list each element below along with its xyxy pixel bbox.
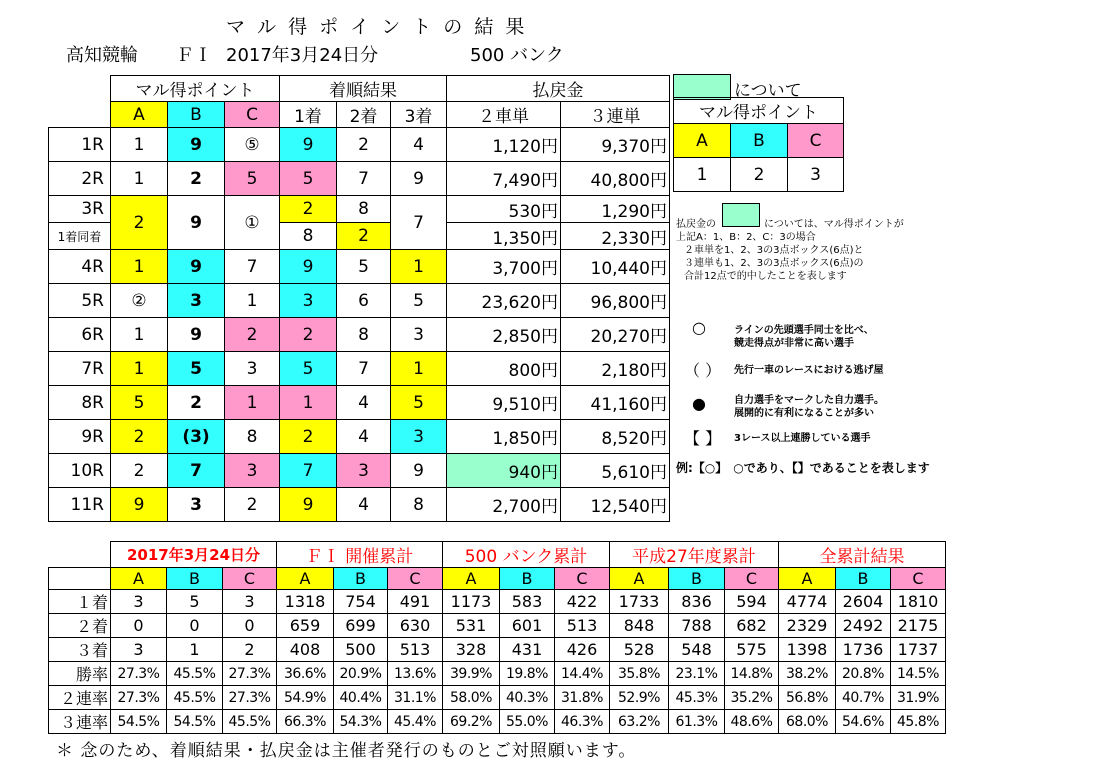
summary-value: 583: [500, 590, 555, 614]
finish-3rd: 9: [391, 162, 447, 196]
summary-letter-b: B: [836, 568, 891, 590]
summary-letter-c: C: [388, 568, 443, 590]
summary-value: 54.3%: [334, 710, 388, 734]
point-b: 9: [168, 318, 225, 352]
about-label: について: [734, 81, 802, 101]
summary-value: 45.4%: [388, 710, 443, 734]
finish-3rd: 8: [391, 488, 447, 522]
summary-value: 0: [111, 614, 167, 638]
point-a: 1: [111, 162, 168, 196]
payout-sanrentan: 10,440円: [561, 250, 670, 284]
summary-value: 55.0%: [500, 710, 555, 734]
payout-nishatan: 2,700円: [447, 488, 561, 522]
race-label: 11R: [49, 488, 111, 522]
summary-value: 45.8%: [891, 710, 946, 734]
summary-value: 2329: [779, 614, 836, 638]
race-date: 2017年3月24日分: [226, 45, 379, 66]
order-group-header: 着順結果: [280, 76, 447, 102]
point-a: 1: [111, 352, 168, 386]
bank-length: 500 バンク: [470, 45, 564, 66]
payout-nishatan: 1,350円: [447, 223, 561, 250]
summary-value: 3: [111, 590, 167, 614]
point-a: 9: [111, 488, 168, 522]
race-label: 3R: [49, 196, 111, 223]
summary-value: 27.3%: [111, 662, 167, 686]
summary-value: 38.2%: [779, 662, 836, 686]
summary-value: 426: [555, 638, 610, 662]
note-line-5: 合計12点で的中したことを表します: [684, 271, 847, 282]
finish-3rd: 9: [391, 454, 447, 488]
race-label: 9R: [49, 420, 111, 454]
summary-value: 68.0%: [779, 710, 836, 734]
summary-row-label: １着: [49, 590, 111, 614]
legend-text-filled-circle-2: 展開的に有利になることが多い: [734, 408, 874, 419]
summary-stats-table: [48, 541, 946, 734]
point-a: ②: [111, 284, 168, 318]
note-line-1: については、マル得ポイントが: [764, 219, 904, 230]
col-nishatan-header: ２車単: [447, 102, 561, 128]
finish-2nd: 8: [337, 318, 391, 352]
legend-text-circle-1: ラインの先頭選手同士を比べ、: [734, 325, 874, 336]
summary-value: 27.3%: [223, 662, 277, 686]
summary-value: 3: [111, 638, 167, 662]
summary-value: 0: [223, 614, 277, 638]
summary-value: 19.8%: [500, 662, 555, 686]
col-sanrentan-header: ３連単: [561, 102, 670, 128]
finish-2nd: 6: [337, 284, 391, 318]
point-c: ①: [225, 196, 280, 250]
finish-2nd: 4: [337, 386, 391, 420]
payout-sanrentan: 2,180円: [561, 352, 670, 386]
payout-sanrentan: 41,160円: [561, 386, 670, 420]
finish-2nd: 7: [337, 162, 391, 196]
summary-value: 513: [555, 614, 610, 638]
legend-text-circle-2: 競走得点が非常に高い選手: [734, 338, 854, 349]
summary-letter-b: B: [334, 568, 388, 590]
race-label: 5R: [49, 284, 111, 318]
example-value-b: 2: [731, 158, 788, 192]
finish-3rd: 7: [391, 196, 447, 250]
summary-value: 20.9%: [334, 662, 388, 686]
point-b: (3): [168, 420, 225, 454]
summary-value: 39.9%: [443, 662, 500, 686]
summary-value: 1733: [610, 590, 669, 614]
summary-value: 575: [725, 638, 779, 662]
summary-value: 14.8%: [725, 662, 779, 686]
corner-cell: [49, 76, 111, 128]
point-b: 9: [168, 128, 225, 162]
summary-value: 1173: [443, 590, 500, 614]
payout-group-header: 払戻金: [447, 76, 670, 102]
summary-letter-b: B: [167, 568, 223, 590]
summary-value: 848: [610, 614, 669, 638]
payout-sanrentan: 1,290円: [561, 196, 670, 223]
summary-value: 45.5%: [223, 710, 277, 734]
finish-3rd: 4: [391, 128, 447, 162]
summary-value: 788: [669, 614, 725, 638]
summary-value: 54.6%: [836, 710, 891, 734]
payout-nishatan: 7,490円: [447, 162, 561, 196]
summary-row-label: ２連率: [49, 686, 111, 710]
point-b: 2: [168, 162, 225, 196]
finish-1st: 5: [280, 352, 337, 386]
summary-letter-c: C: [725, 568, 779, 590]
finish-1st: 3: [280, 284, 337, 318]
race-label: 1着同着: [49, 223, 111, 250]
summary-value: 4774: [779, 590, 836, 614]
payout-sanrentan: 12,540円: [561, 488, 670, 522]
summary-period-header: 平成27年度累計: [610, 542, 779, 568]
summary-value: 1736: [836, 638, 891, 662]
summary-value: 2175: [891, 614, 946, 638]
point-a: 1: [111, 318, 168, 352]
summary-value: 328: [443, 638, 500, 662]
point-c: 1: [225, 386, 280, 420]
legend-mark-brackets: 【 】: [684, 429, 722, 448]
note-line-3: ２車単を1、2、3の3点ボックス(6点)と: [684, 245, 864, 256]
summary-value: 3: [223, 590, 277, 614]
payout-sanrentan: 20,270円: [561, 318, 670, 352]
summary-letter-a: A: [443, 568, 500, 590]
point-b: 7: [168, 454, 225, 488]
finish-1st: 1: [280, 386, 337, 420]
summary-value: 422: [555, 590, 610, 614]
summary-value: 1: [167, 638, 223, 662]
summary-letter-c: C: [891, 568, 946, 590]
payout-nishatan: 800円: [447, 352, 561, 386]
summary-value: 35.2%: [725, 686, 779, 710]
summary-value: 31.1%: [388, 686, 443, 710]
summary-letter-b: B: [500, 568, 555, 590]
summary-period-header: 500 バンク累計: [443, 542, 610, 568]
finish-2nd: 7: [337, 352, 391, 386]
note-line-4: ３連単も1、2、3の3点ボックス(6点)の: [684, 258, 864, 269]
payout-sanrentan: 2,330円: [561, 223, 670, 250]
payout-nishatan: 940円: [447, 454, 561, 488]
finish-3rd: 3: [391, 420, 447, 454]
summary-value: 45.5%: [167, 662, 223, 686]
race-label: 6R: [49, 318, 111, 352]
example-value-c: 3: [788, 158, 844, 192]
finish-2nd: 5: [337, 250, 391, 284]
summary-row-label: ２着: [49, 614, 111, 638]
grade-label: ＦＩ: [176, 45, 212, 66]
point-a: 1: [111, 250, 168, 284]
race-label: 8R: [49, 386, 111, 420]
point-c: 2: [225, 488, 280, 522]
point-a: 2: [111, 196, 168, 250]
race-label: 10R: [49, 454, 111, 488]
finish-2nd: 4: [337, 420, 391, 454]
summary-value: 69.2%: [443, 710, 500, 734]
point-b: 3: [168, 488, 225, 522]
summary-value: 36.6%: [277, 662, 334, 686]
note-prefix: 払戻金の: [676, 219, 716, 230]
finish-3rd: 5: [391, 386, 447, 420]
summary-letter-c: C: [223, 568, 277, 590]
finish-1st: 9: [280, 128, 337, 162]
summary-value: 500: [334, 638, 388, 662]
finish-3rd: 1: [391, 250, 447, 284]
point-b: 3: [168, 284, 225, 318]
payout-nishatan: 1,850円: [447, 420, 561, 454]
venue-name: 高知競輪: [66, 45, 138, 66]
summary-row-label: ３連率: [49, 710, 111, 734]
point-a: 5: [111, 386, 168, 420]
summary-letter-corner: [49, 568, 111, 590]
points-group-header: マル得ポイント: [111, 76, 280, 102]
summary-value: 20.8%: [836, 662, 891, 686]
summary-value: 1810: [891, 590, 946, 614]
summary-value: 531: [443, 614, 500, 638]
finish-3rd: 3: [391, 318, 447, 352]
point-c: 1: [225, 284, 280, 318]
summary-letter-a: A: [111, 568, 167, 590]
payout-nishatan: 1,120円: [447, 128, 561, 162]
example-value-a: 1: [674, 158, 731, 192]
col-2nd-header: 2着: [337, 102, 391, 128]
summary-value: 61.3%: [669, 710, 725, 734]
summary-value: 45.5%: [167, 686, 223, 710]
race-label: 1R: [49, 128, 111, 162]
summary-value: 31.8%: [555, 686, 610, 710]
summary-value: 40.7%: [836, 686, 891, 710]
summary-value: 682: [725, 614, 779, 638]
finish-1st: 8: [280, 223, 337, 250]
summary-value: 408: [277, 638, 334, 662]
summary-value: 54.5%: [111, 710, 167, 734]
point-c: 2: [225, 318, 280, 352]
finish-1st: 5: [280, 162, 337, 196]
point-c: 7: [225, 250, 280, 284]
summary-value: 40.4%: [334, 686, 388, 710]
summary-value: 31.9%: [891, 686, 946, 710]
summary-value: 13.6%: [388, 662, 443, 686]
point-c: 5: [225, 162, 280, 196]
finish-2nd: 8: [337, 196, 391, 223]
summary-letter-a: A: [610, 568, 669, 590]
summary-value: 1318: [277, 590, 334, 614]
point-a: 2: [111, 454, 168, 488]
summary-value: 0: [167, 614, 223, 638]
col-3rd-header: 3着: [391, 102, 447, 128]
example-letter-b: B: [731, 124, 788, 158]
summary-value: 40.3%: [500, 686, 555, 710]
summary-value: 23.1%: [669, 662, 725, 686]
summary-letter-a: A: [277, 568, 334, 590]
finish-1st: 2: [280, 318, 337, 352]
point-b: 9: [168, 250, 225, 284]
summary-row-label: ３着: [49, 638, 111, 662]
summary-value: 5: [167, 590, 223, 614]
summary-value: 56.8%: [779, 686, 836, 710]
payout-nishatan: 9,510円: [447, 386, 561, 420]
points-example-table: [673, 97, 844, 192]
point-c: 3: [225, 454, 280, 488]
legend-text-filled-circle-1: 自力選手をマークした自力選手。: [734, 395, 884, 406]
finish-2nd: 2: [337, 128, 391, 162]
summary-value: 601: [500, 614, 555, 638]
disclaimer-footer: ＊ 念のため、着順結果・払戻金は主催者発行のものとご対照願います。: [56, 741, 637, 761]
summary-row-label: 勝率: [49, 662, 111, 686]
payout-nishatan: 23,620円: [447, 284, 561, 318]
finish-2nd: 4: [337, 488, 391, 522]
col-a-header: A: [111, 102, 168, 128]
summary-value: 14.4%: [555, 662, 610, 686]
race-label: 2R: [49, 162, 111, 196]
summary-value: 45.3%: [669, 686, 725, 710]
payout-sanrentan: 8,520円: [561, 420, 670, 454]
summary-value: 548: [669, 638, 725, 662]
note-line-2: 上記A：1、B：2、C：3の場合: [676, 232, 816, 243]
summary-value: 58.0%: [443, 686, 500, 710]
summary-value: 659: [277, 614, 334, 638]
finish-1st: 9: [280, 250, 337, 284]
col-c-header: C: [225, 102, 280, 128]
legend-mark-circle: ○: [692, 318, 706, 337]
legend-mark-filled-circle: ●: [692, 394, 706, 413]
point-c: 3: [225, 352, 280, 386]
summary-value: 63.2%: [610, 710, 669, 734]
legend-mark-parentheses: （ ）: [684, 361, 722, 380]
summary-value: 54.5%: [167, 710, 223, 734]
summary-value: 754: [334, 590, 388, 614]
summary-value: 52.9%: [610, 686, 669, 710]
summary-value: 836: [669, 590, 725, 614]
legend-text-parentheses: 先行一車のレースにおける逃げ屋: [734, 365, 884, 376]
finish-1st: 9: [280, 488, 337, 522]
payout-nishatan: 2,850円: [447, 318, 561, 352]
col-b-header: B: [168, 102, 225, 128]
point-b: 9: [168, 196, 225, 250]
finish-3rd: 1: [391, 352, 447, 386]
point-a: 2: [111, 420, 168, 454]
summary-letter-c: C: [555, 568, 610, 590]
summary-value: 27.3%: [111, 686, 167, 710]
summary-value: 2492: [836, 614, 891, 638]
summary-value: 431: [500, 638, 555, 662]
payout-sanrentan: 5,610円: [561, 454, 670, 488]
summary-value: 27.3%: [223, 686, 277, 710]
finish-2nd: 2: [337, 223, 391, 250]
points-example-header: マル得ポイント: [674, 98, 844, 124]
race-label: 7R: [49, 352, 111, 386]
summary-value: 1398: [779, 638, 836, 662]
point-b: 5: [168, 352, 225, 386]
finish-2nd: 3: [337, 454, 391, 488]
summary-value: 66.3%: [277, 710, 334, 734]
summary-value: 46.3%: [555, 710, 610, 734]
summary-period-header: 2017年3月24日分: [111, 542, 277, 568]
point-a: 1: [111, 128, 168, 162]
page-title: マ ル 得 ポ イ ン ト の 結 果: [226, 16, 528, 38]
summary-value: 2: [223, 638, 277, 662]
summary-letter-a: A: [779, 568, 836, 590]
summary-value: 513: [388, 638, 443, 662]
legend-text-brackets: 3レース以上連勝している選手: [734, 433, 871, 444]
finish-1st: 2: [280, 196, 337, 223]
legend-example: 例:【○】 ○であり、【】であることを表します: [676, 461, 930, 475]
summary-value: 491: [388, 590, 443, 614]
race-label: 4R: [49, 250, 111, 284]
payout-sanrentan: 96,800円: [561, 284, 670, 318]
summary-value: 2604: [836, 590, 891, 614]
summary-value: 35.8%: [610, 662, 669, 686]
summary-period-header: ＦＩ 開催累計: [277, 542, 443, 568]
point-c: 8: [225, 420, 280, 454]
summary-value: 1737: [891, 638, 946, 662]
summary-letter-b: B: [669, 568, 725, 590]
note-color-swatch: [722, 203, 760, 227]
finish-1st: 2: [280, 420, 337, 454]
summary-corner: [49, 542, 111, 568]
payout-sanrentan: 40,800円: [561, 162, 670, 196]
summary-value: 48.6%: [725, 710, 779, 734]
finish-3rd: 5: [391, 284, 447, 318]
point-c: ⑤: [225, 128, 280, 162]
summary-value: 594: [725, 590, 779, 614]
summary-value: 630: [388, 614, 443, 638]
summary-value: 528: [610, 638, 669, 662]
payout-sanrentan: 9,370円: [561, 128, 670, 162]
summary-value: 54.9%: [277, 686, 334, 710]
summary-value: 14.5%: [891, 662, 946, 686]
point-b: 2: [168, 386, 225, 420]
example-letter-c: C: [788, 124, 844, 158]
summary-period-header: 全累計結果: [779, 542, 946, 568]
col-1st-header: 1着: [280, 102, 337, 128]
payout-nishatan: 3,700円: [447, 250, 561, 284]
example-letter-a: A: [674, 124, 731, 158]
summary-value: 699: [334, 614, 388, 638]
finish-1st: 7: [280, 454, 337, 488]
payout-nishatan: 530円: [447, 196, 561, 223]
race-results-table: [48, 75, 670, 522]
